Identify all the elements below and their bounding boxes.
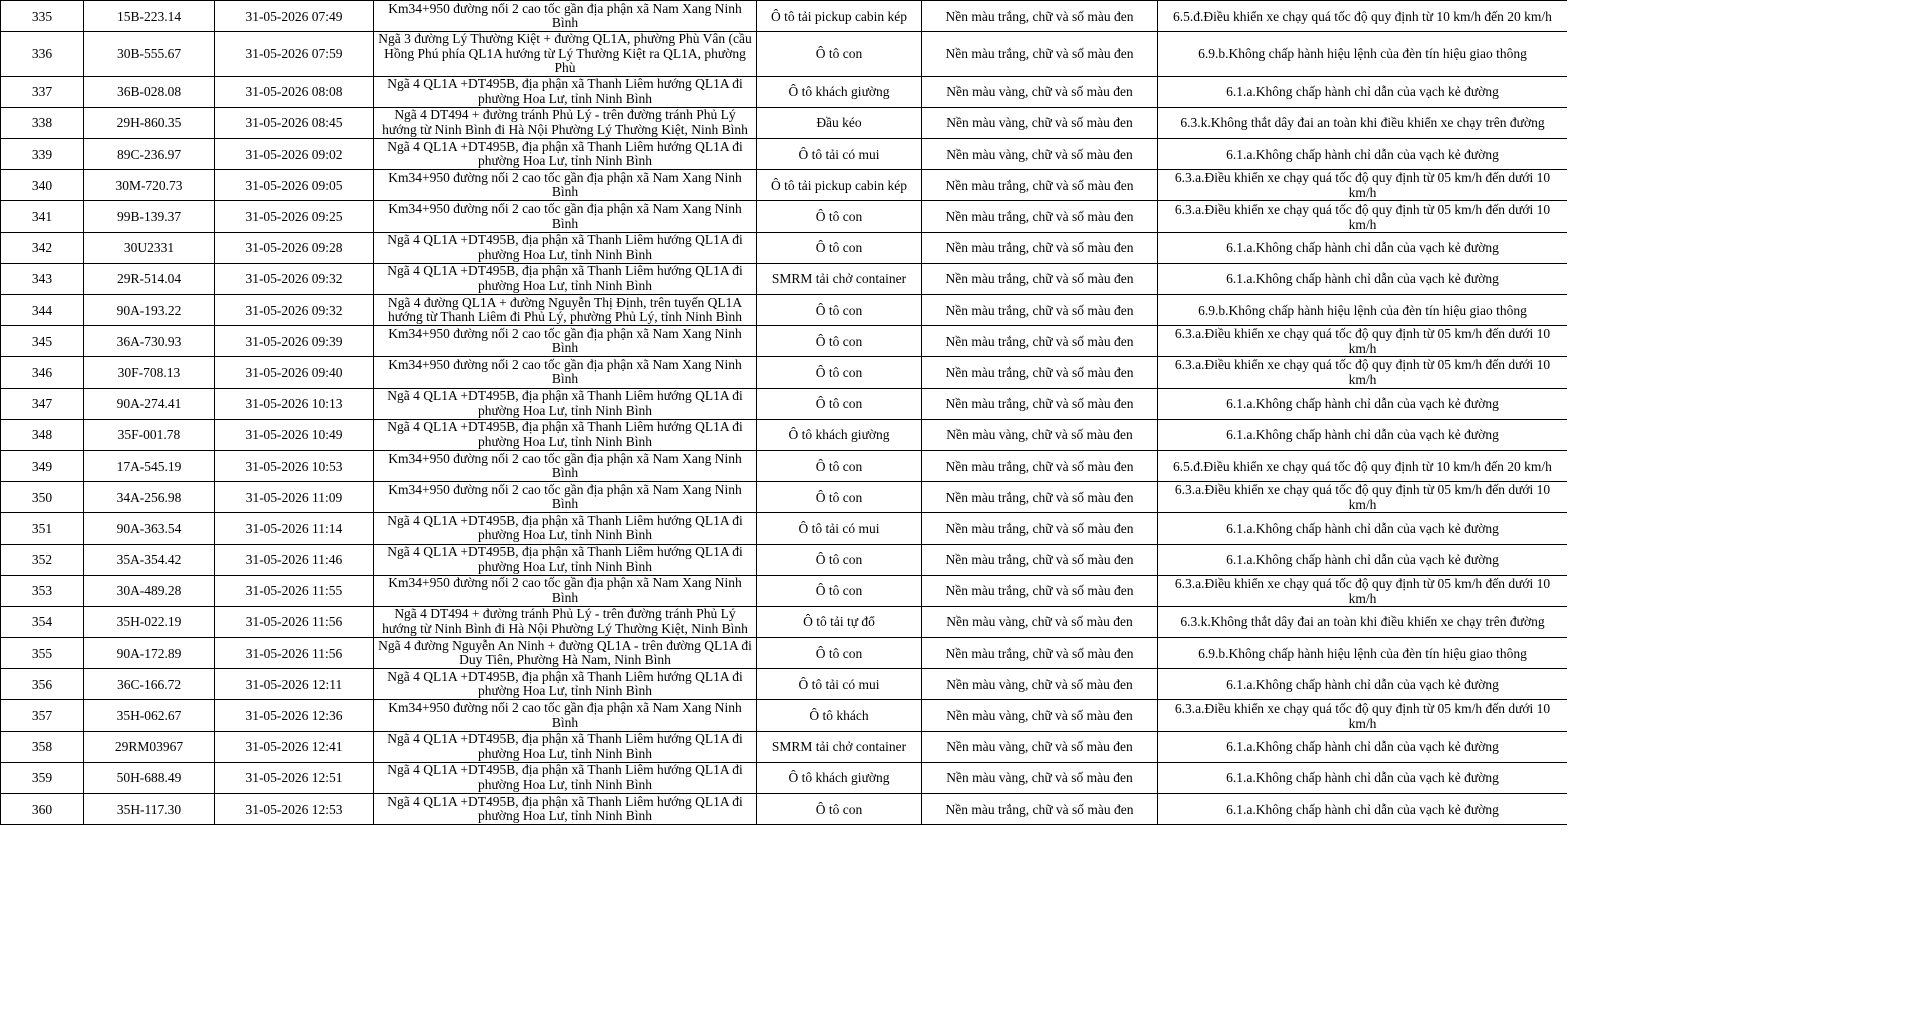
- plate-color-cell: Nền màu vàng, chữ và số màu đen: [922, 700, 1158, 731]
- violation-cell: 6.3.k.Không thắt dây đai an toàn khi điều khiển xe chạy trên đường: [1158, 107, 1568, 138]
- table-row: [1, 450, 1568, 481]
- plate-color-cell: Nền màu trắng, chữ và số màu đen: [922, 326, 1158, 357]
- vehicle-type-cell: Ô tô con: [757, 638, 922, 669]
- table-row: [1, 201, 1568, 232]
- vehicle-type-cell: SMRM tải chở container: [757, 263, 922, 294]
- location-cell: Km34+950 đường nối 2 cao tốc gần địa phận xã Nam Xang Ninh Bình: [374, 482, 757, 513]
- license-plate-cell: 35H-022.19: [84, 606, 215, 637]
- table-row: [1, 232, 1568, 263]
- vehicle-type-cell: Ô tô khách giường: [757, 762, 922, 793]
- violation-cell: 6.5.đ.Điều khiển xe chạy quá tốc độ quy định từ 10 km/h đến 20 km/h: [1158, 450, 1568, 481]
- location-cell: Ngã 4 QL1A +DT495B, địa phận xã Thanh Liêm hướng QL1A đi phường Hoa Lư, tỉnh Ninh Bình: [374, 794, 757, 825]
- violation-time-cell: 31-05-2026 11:09: [215, 482, 374, 513]
- plate-color-cell: Nền màu trắng, chữ và số màu đen: [922, 357, 1158, 388]
- plate-color-cell: Nền màu trắng, chữ và số màu đen: [922, 170, 1158, 201]
- location-cell: Ngã 4 QL1A +DT495B, địa phận xã Thanh Liêm hướng QL1A đi phường Hoa Lư, tỉnh Ninh Bình: [374, 731, 757, 762]
- row-number-cell: 356: [1, 669, 84, 700]
- location-cell: Km34+950 đường nối 2 cao tốc gần địa phận xã Nam Xang Ninh Bình: [374, 201, 757, 232]
- vehicle-type-cell: Đầu kéo: [757, 107, 922, 138]
- location-cell: Km34+950 đường nối 2 cao tốc gần địa phận xã Nam Xang Ninh Bình: [374, 450, 757, 481]
- row-number-cell: 341: [1, 201, 84, 232]
- license-plate-cell: 36B-028.08: [84, 76, 215, 107]
- license-plate-cell: 30M-720.73: [84, 170, 215, 201]
- violation-cell: 6.1.a.Không chấp hành chỉ dẫn của vạch kẻ đường: [1158, 263, 1568, 294]
- violation-time-cell: 31-05-2026 10:53: [215, 450, 374, 481]
- plate-color-cell: Nền màu vàng, chữ và số màu đen: [922, 731, 1158, 762]
- table-row: [1, 295, 1568, 326]
- location-cell: Ngã 4 QL1A +DT495B, địa phận xã Thanh Liêm hướng QL1A đi phường Hoa Lư, tỉnh Ninh Bình: [374, 544, 757, 575]
- violation-cell: 6.9.b.Không chấp hành hiệu lệnh của đèn tín hiệu giao thông: [1158, 638, 1568, 669]
- location-cell: Ngã 4 DT494 + đường tránh Phủ Lý - trên đường tránh Phủ Lý hướng từ Ninh Bình đi Hà Nội Phường Lý Thường Kiệt, Ninh Bình: [374, 107, 757, 138]
- row-number-cell: 348: [1, 419, 84, 450]
- license-plate-cell: 90A-363.54: [84, 513, 215, 544]
- location-cell: Ngã 3 đường Lý Thường Kiệt + đường QL1A, phường Phù Vân (cầu Hồng Phú phía QL1A hướng từ Lý Thường Kiệt ra QL1A, phường Phù: [374, 32, 757, 77]
- license-plate-cell: 29RM03967: [84, 731, 215, 762]
- table-body: [1, 1, 1568, 825]
- violation-cell: 6.1.a.Không chấp hành chỉ dẫn của vạch kẻ đường: [1158, 731, 1568, 762]
- row-number-cell: 342: [1, 232, 84, 263]
- plate-color-cell: Nền màu trắng, chữ và số màu đen: [922, 232, 1158, 263]
- table-row: [1, 170, 1568, 201]
- violation-time-cell: 31-05-2026 12:41: [215, 731, 374, 762]
- table-row: [1, 794, 1568, 825]
- location-cell: Km34+950 đường nối 2 cao tốc gần địa phận xã Nam Xang Ninh Bình: [374, 700, 757, 731]
- violation-time-cell: 31-05-2026 09:32: [215, 295, 374, 326]
- violation-time-cell: 31-05-2026 09:25: [215, 201, 374, 232]
- row-number-cell: 338: [1, 107, 84, 138]
- violation-cell: 6.3.a.Điều khiển xe chạy quá tốc độ quy định từ 05 km/h đến dưới 10 km/h: [1158, 357, 1568, 388]
- location-cell: Ngã 4 đường Nguyễn An Ninh + đường QL1A - trên đường QL1A đi Duy Tiên, Phường Hà Nam, Ninh Bình: [374, 638, 757, 669]
- table-row: [1, 76, 1568, 107]
- license-plate-cell: 90A-172.89: [84, 638, 215, 669]
- violation-cell: 6.1.a.Không chấp hành chỉ dẫn của vạch kẻ đường: [1158, 139, 1568, 170]
- violation-cell: 6.9.b.Không chấp hành hiệu lệnh của đèn tín hiệu giao thông: [1158, 295, 1568, 326]
- table-row: [1, 544, 1568, 575]
- vehicle-type-cell: Ô tô khách giường: [757, 419, 922, 450]
- row-number-cell: 353: [1, 575, 84, 606]
- location-cell: Km34+950 đường nối 2 cao tốc gần địa phận xã Nam Xang Ninh Bình: [374, 357, 757, 388]
- violation-time-cell: 31-05-2026 08:08: [215, 76, 374, 107]
- plate-color-cell: Nền màu vàng, chữ và số màu đen: [922, 669, 1158, 700]
- location-cell: Ngã 4 QL1A +DT495B, địa phận xã Thanh Liêm hướng QL1A đi phường Hoa Lư, tỉnh Ninh Bình: [374, 263, 757, 294]
- vehicle-type-cell: Ô tô tải có mui: [757, 513, 922, 544]
- location-cell: Ngã 4 QL1A +DT495B, địa phận xã Thanh Liêm hướng QL1A đi phường Hoa Lư, tỉnh Ninh Bình: [374, 669, 757, 700]
- license-plate-cell: 36A-730.93: [84, 326, 215, 357]
- location-cell: Ngã 4 DT494 + đường tránh Phủ Lý - trên đường tránh Phủ Lý hướng từ Ninh Bình đi Hà Nội Phường Lý Thường Kiệt, Ninh Bình: [374, 606, 757, 637]
- vehicle-type-cell: Ô tô con: [757, 388, 922, 419]
- table-row: [1, 513, 1568, 544]
- violation-cell: 6.3.a.Điều khiển xe chạy quá tốc độ quy định từ 05 km/h đến dưới 10 km/h: [1158, 700, 1568, 731]
- row-number-cell: 352: [1, 544, 84, 575]
- license-plate-cell: 35H-117.30: [84, 794, 215, 825]
- license-plate-cell: 30B-555.67: [84, 32, 215, 77]
- license-plate-cell: 90A-274.41: [84, 388, 215, 419]
- plate-color-cell: Nền màu trắng, chữ và số màu đen: [922, 638, 1158, 669]
- table-row: [1, 263, 1568, 294]
- row-number-cell: 355: [1, 638, 84, 669]
- vehicle-type-cell: Ô tô tải tự đổ: [757, 606, 922, 637]
- vehicle-type-cell: Ô tô con: [757, 450, 922, 481]
- plate-color-cell: Nền màu vàng, chữ và số màu đen: [922, 762, 1158, 793]
- row-number-cell: 351: [1, 513, 84, 544]
- plate-color-cell: Nền màu vàng, chữ và số màu đen: [922, 419, 1158, 450]
- plate-color-cell: Nền màu trắng, chữ và số màu đen: [922, 388, 1158, 419]
- license-plate-cell: 29R-514.04: [84, 263, 215, 294]
- violation-time-cell: 31-05-2026 07:49: [215, 1, 374, 32]
- location-cell: Ngã 4 QL1A +DT495B, địa phận xã Thanh Liêm hướng QL1A đi phường Hoa Lư, tỉnh Ninh Bình: [374, 419, 757, 450]
- license-plate-cell: 29H-860.35: [84, 107, 215, 138]
- plate-color-cell: Nền màu trắng, chữ và số màu đen: [922, 201, 1158, 232]
- plate-color-cell: Nền màu vàng, chữ và số màu đen: [922, 107, 1158, 138]
- vehicle-type-cell: SMRM tải chở container: [757, 731, 922, 762]
- violation-time-cell: 31-05-2026 09:39: [215, 326, 374, 357]
- license-plate-cell: 15B-223.14: [84, 1, 215, 32]
- violation-time-cell: 31-05-2026 10:49: [215, 419, 374, 450]
- location-cell: Ngã 4 đường QL1A + đường Nguyễn Thị Định, trên tuyến QL1A hướng từ Thanh Liêm đi Phủ Lý, phường Phủ Lý, tỉnh Ninh Bình: [374, 295, 757, 326]
- row-number-cell: 360: [1, 794, 84, 825]
- location-cell: Ngã 4 QL1A +DT495B, địa phận xã Thanh Liêm hướng QL1A đi phường Hoa Lư, tỉnh Ninh Bình: [374, 232, 757, 263]
- vehicle-type-cell: Ô tô khách: [757, 700, 922, 731]
- violation-cell: 6.1.a.Không chấp hành chỉ dẫn của vạch kẻ đường: [1158, 513, 1568, 544]
- license-plate-cell: 30F-708.13: [84, 357, 215, 388]
- location-cell: Km34+950 đường nối 2 cao tốc gần địa phận xã Nam Xang Ninh Bình: [374, 326, 757, 357]
- vehicle-type-cell: Ô tô khách giường: [757, 76, 922, 107]
- table-row: [1, 638, 1568, 669]
- violation-time-cell: 31-05-2026 12:51: [215, 762, 374, 793]
- violation-time-cell: 31-05-2026 09:40: [215, 357, 374, 388]
- plate-color-cell: Nền màu trắng, chữ và số màu đen: [922, 32, 1158, 77]
- violation-cell: 6.3.a.Điều khiển xe chạy quá tốc độ quy định từ 05 km/h đến dưới 10 km/h: [1158, 170, 1568, 201]
- violation-cell: 6.1.a.Không chấp hành chỉ dẫn của vạch kẻ đường: [1158, 419, 1568, 450]
- table-row: [1, 419, 1568, 450]
- vehicle-type-cell: Ô tô con: [757, 794, 922, 825]
- violation-time-cell: 31-05-2026 09:02: [215, 139, 374, 170]
- violation-cell: 6.1.a.Không chấp hành chỉ dẫn của vạch kẻ đường: [1158, 794, 1568, 825]
- table-row: [1, 606, 1568, 637]
- violation-time-cell: 31-05-2026 11:14: [215, 513, 374, 544]
- location-cell: Km34+950 đường nối 2 cao tốc gần địa phận xã Nam Xang Ninh Bình: [374, 1, 757, 32]
- vehicle-type-cell: Ô tô tải pickup cabin kép: [757, 1, 922, 32]
- vehicle-type-cell: Ô tô con: [757, 201, 922, 232]
- location-cell: Km34+950 đường nối 2 cao tốc gần địa phận xã Nam Xang Ninh Bình: [374, 575, 757, 606]
- license-plate-cell: 30A-489.28: [84, 575, 215, 606]
- row-number-cell: 346: [1, 357, 84, 388]
- violation-time-cell: 31-05-2026 12:11: [215, 669, 374, 700]
- plate-color-cell: Nền màu trắng, chữ và số màu đen: [922, 544, 1158, 575]
- row-number-cell: 350: [1, 482, 84, 513]
- plate-color-cell: Nền màu trắng, chữ và số màu đen: [922, 513, 1158, 544]
- violation-cell: 6.3.a.Điều khiển xe chạy quá tốc độ quy định từ 05 km/h đến dưới 10 km/h: [1158, 326, 1568, 357]
- table-row: [1, 575, 1568, 606]
- location-cell: Ngã 4 QL1A +DT495B, địa phận xã Thanh Liêm hướng QL1A đi phường Hoa Lư, tỉnh Ninh Bình: [374, 762, 757, 793]
- violation-time-cell: 31-05-2026 07:59: [215, 32, 374, 77]
- violation-time-cell: 31-05-2026 11:55: [215, 575, 374, 606]
- table-row: [1, 326, 1568, 357]
- row-number-cell: 349: [1, 450, 84, 481]
- violation-cell: 6.1.a.Không chấp hành chỉ dẫn của vạch kẻ đường: [1158, 388, 1568, 419]
- location-cell: Km34+950 đường nối 2 cao tốc gần địa phận xã Nam Xang Ninh Bình: [374, 170, 757, 201]
- violation-time-cell: 31-05-2026 11:46: [215, 544, 374, 575]
- vehicle-type-cell: Ô tô tải có mui: [757, 669, 922, 700]
- license-plate-cell: 90A-193.22: [84, 295, 215, 326]
- table-row: [1, 139, 1568, 170]
- violation-time-cell: 31-05-2026 11:56: [215, 638, 374, 669]
- plate-color-cell: Nền màu trắng, chữ và số màu đen: [922, 1, 1158, 32]
- blank-area: [1567, 0, 1920, 1032]
- violation-cell: 6.3.a.Điều khiển xe chạy quá tốc độ quy định từ 05 km/h đến dưới 10 km/h: [1158, 482, 1568, 513]
- violation-cell: 6.3.a.Điều khiển xe chạy quá tốc độ quy định từ 05 km/h đến dưới 10 km/h: [1158, 201, 1568, 232]
- violation-cell: 6.5.đ.Điều khiển xe chạy quá tốc độ quy định từ 10 km/h đến 20 km/h: [1158, 1, 1568, 32]
- plate-color-cell: Nền màu vàng, chữ và số màu đen: [922, 606, 1158, 637]
- table-row: [1, 388, 1568, 419]
- violation-cell: 6.1.a.Không chấp hành chỉ dẫn của vạch kẻ đường: [1158, 762, 1568, 793]
- location-cell: Ngã 4 QL1A +DT495B, địa phận xã Thanh Liêm hướng QL1A đi phường Hoa Lư, tỉnh Ninh Bình: [374, 76, 757, 107]
- violation-time-cell: 31-05-2026 11:56: [215, 606, 374, 637]
- license-plate-cell: 35H-062.67: [84, 700, 215, 731]
- location-cell: Ngã 4 QL1A +DT495B, địa phận xã Thanh Liêm hướng QL1A đi phường Hoa Lư, tỉnh Ninh Bình: [374, 388, 757, 419]
- violation-time-cell: 31-05-2026 12:36: [215, 700, 374, 731]
- vehicle-type-cell: Ô tô con: [757, 357, 922, 388]
- row-number-cell: 344: [1, 295, 84, 326]
- table-row: [1, 700, 1568, 731]
- location-cell: Ngã 4 QL1A +DT495B, địa phận xã Thanh Liêm hướng QL1A đi phường Hoa Lư, tỉnh Ninh Bình: [374, 139, 757, 170]
- table-row: [1, 762, 1568, 793]
- license-plate-cell: 30U2331: [84, 232, 215, 263]
- vehicle-type-cell: Ô tô tải pickup cabin kép: [757, 170, 922, 201]
- row-number-cell: 343: [1, 263, 84, 294]
- plate-color-cell: Nền màu trắng, chữ và số màu đen: [922, 263, 1158, 294]
- row-number-cell: 354: [1, 606, 84, 637]
- vehicle-type-cell: Ô tô con: [757, 295, 922, 326]
- row-number-cell: 337: [1, 76, 84, 107]
- violation-cell: 6.3.k.Không thắt dây đai an toàn khi điều khiển xe chạy trên đường: [1158, 606, 1568, 637]
- violation-cell: 6.1.a.Không chấp hành chỉ dẫn của vạch kẻ đường: [1158, 232, 1568, 263]
- plate-color-cell: Nền màu trắng, chữ và số màu đen: [922, 575, 1158, 606]
- license-plate-cell: 34A-256.98: [84, 482, 215, 513]
- vehicle-type-cell: Ô tô tải có mui: [757, 139, 922, 170]
- license-plate-cell: 36C-166.72: [84, 669, 215, 700]
- table-row: [1, 731, 1568, 762]
- vehicle-type-cell: Ô tô con: [757, 544, 922, 575]
- vehicle-type-cell: Ô tô con: [757, 575, 922, 606]
- table-row: [1, 482, 1568, 513]
- table-row: [1, 357, 1568, 388]
- violation-time-cell: 31-05-2026 09:05: [215, 170, 374, 201]
- table-row: [1, 107, 1568, 138]
- license-plate-cell: 50H-688.49: [84, 762, 215, 793]
- violation-cell: 6.1.a.Không chấp hành chỉ dẫn của vạch kẻ đường: [1158, 76, 1568, 107]
- vehicle-type-cell: Ô tô con: [757, 326, 922, 357]
- row-number-cell: 335: [1, 1, 84, 32]
- license-plate-cell: 17A-545.19: [84, 450, 215, 481]
- violation-time-cell: 31-05-2026 12:53: [215, 794, 374, 825]
- plate-color-cell: Nền màu vàng, chữ và số màu đen: [922, 76, 1158, 107]
- violation-cell: 6.1.a.Không chấp hành chỉ dẫn của vạch kẻ đường: [1158, 544, 1568, 575]
- location-cell: Ngã 4 QL1A +DT495B, địa phận xã Thanh Liêm hướng QL1A đi phường Hoa Lư, tỉnh Ninh Bình: [374, 513, 757, 544]
- license-plate-cell: 89C-236.97: [84, 139, 215, 170]
- plate-color-cell: Nền màu vàng, chữ và số màu đen: [922, 139, 1158, 170]
- vehicle-type-cell: Ô tô con: [757, 232, 922, 263]
- plate-color-cell: Nền màu trắng, chữ và số màu đen: [922, 295, 1158, 326]
- license-plate-cell: 99B-139.37: [84, 201, 215, 232]
- table-row: [1, 669, 1568, 700]
- row-number-cell: 339: [1, 139, 84, 170]
- table-row: [1, 1, 1568, 32]
- violation-cell: 6.3.a.Điều khiển xe chạy quá tốc độ quy định từ 05 km/h đến dưới 10 km/h: [1158, 575, 1568, 606]
- row-number-cell: 347: [1, 388, 84, 419]
- violation-cell: 6.9.b.Không chấp hành hiệu lệnh của đèn tín hiệu giao thông: [1158, 32, 1568, 77]
- row-number-cell: 340: [1, 170, 84, 201]
- violation-time-cell: 31-05-2026 09:32: [215, 263, 374, 294]
- vehicle-type-cell: Ô tô con: [757, 482, 922, 513]
- plate-color-cell: Nền màu trắng, chữ và số màu đen: [922, 794, 1158, 825]
- plate-color-cell: Nền màu trắng, chữ và số màu đen: [922, 450, 1158, 481]
- vehicle-type-cell: Ô tô con: [757, 32, 922, 77]
- violation-time-cell: 31-05-2026 10:13: [215, 388, 374, 419]
- row-number-cell: 345: [1, 326, 84, 357]
- row-number-cell: 336: [1, 32, 84, 77]
- violation-time-cell: 31-05-2026 08:45: [215, 107, 374, 138]
- row-number-cell: 359: [1, 762, 84, 793]
- violation-time-cell: 31-05-2026 09:28: [215, 232, 374, 263]
- license-plate-cell: 35F-001.78: [84, 419, 215, 450]
- table-row: [1, 32, 1568, 77]
- row-number-cell: 357: [1, 700, 84, 731]
- plate-color-cell: Nền màu trắng, chữ và số màu đen: [922, 482, 1158, 513]
- violation-cell: 6.1.a.Không chấp hành chỉ dẫn của vạch kẻ đường: [1158, 669, 1568, 700]
- license-plate-cell: 35A-354.42: [84, 544, 215, 575]
- row-number-cell: 358: [1, 731, 84, 762]
